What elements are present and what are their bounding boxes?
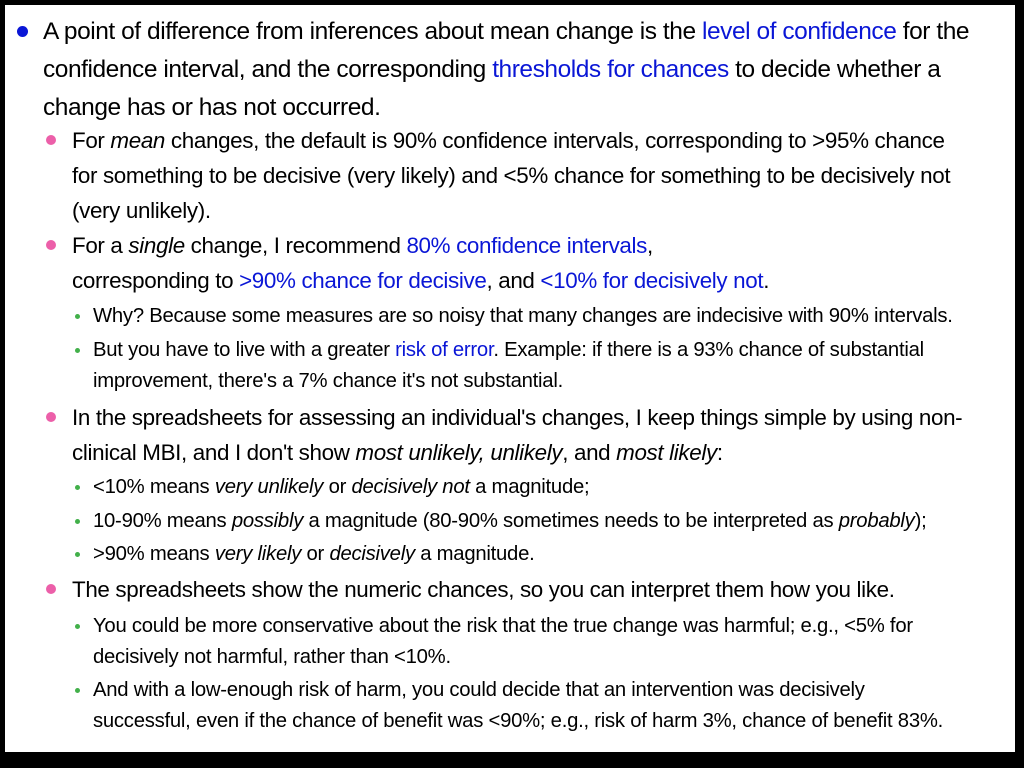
bullet-dot-icon	[75, 688, 80, 693]
bullet-risk-of-error	[93, 335, 924, 397]
bullet-main-confidence	[43, 13, 969, 127]
bullet-line: decisively not harmful, rather than <10%.	[93, 646, 451, 668]
bullet-dot-icon	[75, 552, 80, 557]
bullet-dot-icon	[46, 240, 56, 250]
highlight-80-confidence: 80% confidence intervals	[406, 233, 647, 258]
bullet-line: And with a low-enough risk of harm, you could decide that an intervention was decisively	[93, 679, 865, 701]
bullet-dot-icon	[75, 314, 80, 319]
bullet-line: For mean changes, the default is 90% confidence intervals, corresponding to >95% chance	[72, 128, 945, 153]
bullet-dot-icon	[75, 348, 80, 353]
bullet-line: <10% means very unlikely or decisively not a magnitude;	[93, 476, 590, 498]
bullet-line: successful, even if the chance of benefit was <90%; e.g., risk of harm 3%, chance of benefit 83%.	[93, 710, 944, 732]
bullet-numeric-chances	[72, 572, 895, 607]
bullet-dot-icon	[75, 624, 80, 629]
bullet-line: >90% means very likely or decisively a magnitude.	[93, 543, 535, 565]
bullet-under-10	[93, 472, 589, 503]
bullet-line: 10-90% means possibly a magnitude (80-90% sometimes needs to be interpreted as probably);	[93, 510, 927, 532]
bullet-spreadsheets-individual	[72, 400, 962, 470]
bullet-line: But you have to live with a greater risk of error. Example: if there is a 93% chance of substantial	[93, 339, 924, 361]
highlight-10-decisively-not: <10% for decisively not	[540, 268, 764, 293]
bullet-mean-changes	[72, 123, 950, 228]
bullet-more-conservative	[93, 611, 913, 673]
bullet-line: change has or has not occurred.	[43, 94, 381, 121]
bullet-line: corresponding to >90% chance for decisive, and <10% for decisively not.	[72, 268, 770, 293]
bullet-dot-icon	[46, 584, 56, 594]
bullet-line: For a single change, I recommend 80% confidence intervals,	[72, 233, 653, 258]
bullet-line: Why? Because some measures are so noisy that many changes are indecisive with 90% intervals.	[93, 305, 953, 327]
slide	[5, 5, 1015, 752]
highlight-thresholds-for-chances: thresholds for chances	[492, 56, 729, 83]
bullet-line: The spreadsheets show the numeric chances, so you can interpret them how you like.	[72, 577, 895, 602]
bullet-single-change	[72, 228, 769, 298]
bullet-dot-icon	[46, 412, 56, 422]
bullet-line: improvement, there's a 7% chance it's not substantial.	[93, 370, 563, 392]
bullet-line: for something to be decisive (very likely) and <5% chance for something to be decisively not	[72, 163, 951, 188]
bullet-why-noisy	[93, 301, 953, 332]
bullet-10-to-90	[93, 506, 926, 537]
bullet-line: confidence interval, and the corresponding thresholds for chances to decide whether a	[43, 56, 941, 83]
bullet-dot-icon	[17, 26, 28, 37]
bullet-dot-icon	[46, 135, 56, 145]
bullet-low-risk-harm	[93, 675, 943, 737]
bullet-over-90	[93, 539, 535, 570]
bullet-line: You could be more conservative about the risk that the true change was harmful; e.g., <5% for	[93, 615, 913, 637]
bullet-line: A point of difference from inferences about mean change is the level of confidence for the	[43, 18, 970, 45]
highlight-risk-of-error: risk of error	[395, 339, 494, 361]
bullet-dot-icon	[75, 485, 80, 490]
highlight-level-of-confidence: level of confidence	[702, 18, 897, 45]
bullet-line: In the spreadsheets for assessing an individual's changes, I keep things simple by using non-	[72, 405, 963, 430]
bullet-line: (very unlikely).	[72, 198, 211, 223]
highlight-90-chance-decisive: >90% chance for decisive	[239, 268, 487, 293]
bullet-dot-icon	[75, 519, 80, 524]
bullet-line: clinical MBI, and I don't show most unlikely, unlikely, and most likely:	[72, 440, 723, 465]
